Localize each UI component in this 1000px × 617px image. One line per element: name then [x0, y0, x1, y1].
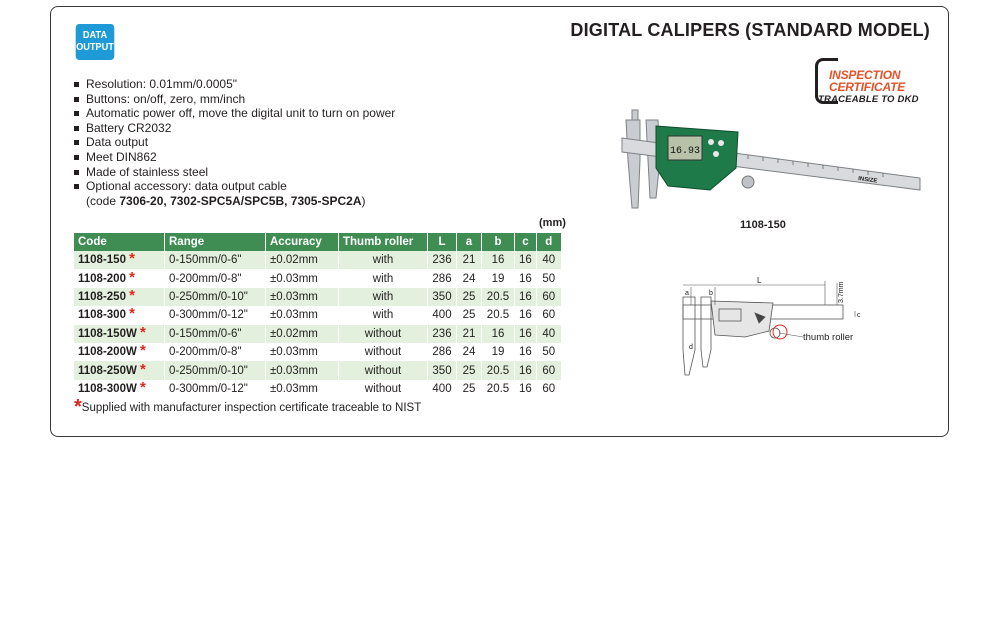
footnote	[74, 396, 422, 418]
table-cell: 0-300mm/0-12"	[165, 306, 266, 324]
certificate-star: *	[129, 268, 136, 286]
col-l: L	[428, 233, 457, 251]
table-cell: 50	[536, 343, 561, 361]
brand-logo: INSIZE	[857, 176, 878, 185]
label-d: d	[689, 344, 693, 351]
table-cell: 40	[536, 251, 561, 269]
col-code: Code	[74, 233, 165, 251]
table-cell: 350	[428, 361, 457, 379]
table-cell: ±0.03mm	[266, 380, 339, 398]
footnote-star: *	[74, 396, 82, 418]
table-cell: 0-250mm/0-10"	[165, 361, 266, 379]
lcd-value: 16.93	[669, 146, 701, 157]
page-title: DIGITAL CALIPERS (STANDARD MODEL)	[570, 20, 930, 40]
feature-item: Resolution: 0.01mm/0.0005"	[72, 77, 395, 92]
table-cell: 20.5	[482, 380, 515, 398]
product-code: 1108-200	[78, 272, 126, 285]
table-cell	[74, 251, 165, 269]
product-code: 1108-300W	[78, 382, 137, 395]
table-cell	[74, 288, 165, 306]
thumb-roller-leader	[779, 333, 803, 337]
certificate-star: *	[129, 250, 136, 268]
table-cell: 236	[428, 251, 457, 269]
product-code: 1108-150	[78, 254, 126, 267]
table-cell: 24	[457, 343, 482, 361]
table-cell: 16	[515, 251, 537, 269]
table-cell: ±0.02mm	[266, 251, 339, 269]
product-code: 1108-200W	[78, 346, 137, 359]
table-cell: 25	[457, 288, 482, 306]
table-cell: with	[339, 269, 428, 287]
table-cell: 19	[482, 343, 515, 361]
table-cell: 60	[536, 306, 561, 324]
feature-note: (code 7306-20, 7302-SPC5A/SPC5B, 7305-SPC2A)	[86, 193, 366, 208]
col-range: Range	[165, 233, 266, 251]
table-cell: 25	[457, 380, 482, 398]
table-cell: ±0.03mm	[266, 343, 339, 361]
product-code: 1108-300	[78, 309, 126, 322]
bullet-icon	[74, 97, 79, 102]
label-dim: 3.7mm	[838, 281, 845, 303]
table-header-row	[74, 233, 561, 251]
col-a: a	[457, 233, 482, 251]
dimension-diagram	[665, 275, 875, 385]
table-cell: 286	[428, 269, 457, 287]
table-cell: 20.5	[482, 288, 515, 306]
certificate-star: *	[140, 342, 146, 360]
zero-button-icon	[718, 140, 724, 146]
table-cell: 16	[515, 306, 537, 324]
table-cell: 0-150mm/0-6"	[165, 251, 266, 269]
table-cell: ±0.03mm	[266, 306, 339, 324]
table-cell	[74, 306, 165, 324]
feature-item: Meet DIN862	[72, 150, 395, 165]
table-row	[74, 306, 561, 324]
spec-table	[74, 233, 562, 398]
spec-table-body	[74, 251, 561, 398]
table-cell	[74, 361, 165, 379]
table-row	[74, 269, 561, 287]
accessory-codes: 7306-20, 7302-SPC5A/SPC5B, 7305-SPC2A	[119, 193, 362, 208]
table-cell: 25	[457, 361, 482, 379]
table-cell: with	[339, 306, 428, 324]
table-cell	[74, 325, 165, 343]
thumb-roller-icon	[742, 176, 754, 188]
power-button-icon	[708, 139, 714, 145]
table-cell: 60	[536, 380, 561, 398]
table-cell	[74, 269, 165, 287]
product-code: 1108-250	[78, 290, 126, 303]
table-cell: 50	[536, 269, 561, 287]
table-cell: 16	[515, 269, 537, 287]
table-cell: 0-200mm/0-8"	[165, 343, 266, 361]
badge-line-1: DATA	[82, 30, 108, 41]
table-cell: 16	[515, 361, 537, 379]
table-cell: 16	[515, 325, 537, 343]
table-cell: 19	[482, 269, 515, 287]
product-code: 1108-250W	[78, 364, 137, 377]
table-row	[74, 288, 561, 306]
label-a: a	[685, 290, 689, 297]
data-output-badge	[76, 24, 115, 60]
feature-item: Buttons: on/off, zero, mm/inch	[72, 92, 395, 107]
feature-item: Automatic power off, move the digital unit to turn on power	[72, 106, 395, 121]
col-c: c	[515, 233, 537, 251]
table-cell: without	[339, 343, 428, 361]
certificate-star: *	[129, 286, 136, 304]
table-cell: 16	[515, 380, 537, 398]
table-cell: 16	[482, 325, 515, 343]
table-cell: 350	[428, 288, 457, 306]
label-c: c	[857, 312, 861, 319]
bullet-icon	[74, 140, 79, 145]
feature-list	[72, 77, 395, 208]
table-cell: 21	[457, 325, 482, 343]
table-cell: 21	[457, 251, 482, 269]
cert-line-1: INSPECTION	[829, 68, 901, 82]
cert-line-3: TRACEABLE TO DKD	[818, 94, 919, 105]
table-cell: ±0.03mm	[266, 361, 339, 379]
bullet-icon	[74, 184, 79, 189]
bullet-icon	[74, 82, 79, 87]
certificate-star: *	[129, 305, 136, 323]
table-cell: with	[339, 288, 428, 306]
feature-item: Battery CR2032	[72, 121, 395, 136]
table-row	[74, 251, 561, 269]
badge-line-2: OUTPUT	[76, 42, 114, 53]
table-cell: 16	[515, 288, 537, 306]
table-cell: 0-200mm/0-8"	[165, 269, 266, 287]
bullet-icon	[74, 155, 79, 160]
caliper-jaws	[626, 110, 660, 208]
table-cell: 400	[428, 306, 457, 324]
table-cell: without	[339, 325, 428, 343]
table-cell	[74, 343, 165, 361]
table-cell: 24	[457, 269, 482, 287]
table-cell: 0-250mm/0-10"	[165, 288, 266, 306]
table-cell: without	[339, 361, 428, 379]
col-b: b	[482, 233, 515, 251]
col-accuracy: Accuracy	[266, 233, 339, 251]
table-row	[74, 343, 561, 361]
bullet-icon	[74, 111, 79, 116]
table-cell: 20.5	[482, 361, 515, 379]
certificate-star: *	[140, 323, 146, 341]
table-cell: 25	[457, 306, 482, 324]
caliper-photo	[598, 98, 938, 218]
table-cell: 16	[515, 343, 537, 361]
feature-item: Data output	[72, 135, 395, 150]
table-cell: without	[339, 380, 428, 398]
table-cell: 400	[428, 380, 457, 398]
unit-button-icon	[713, 151, 719, 157]
bullet-icon	[74, 170, 79, 175]
table-row	[74, 325, 561, 343]
label-b: b	[709, 290, 713, 297]
table-row	[74, 380, 561, 398]
table-cell: 60	[536, 288, 561, 306]
product-code: 1108-150W	[78, 327, 137, 340]
feature-item: Made of stainless steel	[72, 165, 395, 180]
certificate-star: *	[140, 378, 146, 396]
bullet-icon	[74, 126, 79, 131]
table-cell: with	[339, 251, 428, 269]
table-cell: ±0.03mm	[266, 288, 339, 306]
table-cell: 60	[536, 361, 561, 379]
label-L: L	[757, 276, 762, 285]
table-cell: ±0.03mm	[266, 269, 339, 287]
table-cell: 20.5	[482, 306, 515, 324]
table-cell: 236	[428, 325, 457, 343]
table-cell	[74, 380, 165, 398]
table-cell: 0-300mm/0-12"	[165, 380, 266, 398]
table-cell: 286	[428, 343, 457, 361]
footnote-text: Supplied with manufacturer inspection certificate traceable to NIST	[81, 402, 422, 414]
feature-item: Optional accessory: data output cable	[72, 179, 395, 194]
table-row	[74, 361, 561, 379]
table-cell: 0-150mm/0-6"	[165, 325, 266, 343]
thumb-roller-label: thumb roller	[803, 332, 854, 343]
certificate-star: *	[140, 360, 146, 378]
table-cell: ±0.02mm	[266, 325, 339, 343]
cert-line-2: CERTIFICATE	[829, 80, 906, 94]
unit-label: (mm)	[539, 217, 566, 229]
photo-caption: 1108-150	[740, 219, 786, 231]
table-cell: 40	[536, 325, 561, 343]
col-thumb-roller: Thumb roller	[339, 233, 428, 251]
col-d: d	[536, 233, 561, 251]
table-cell: 16	[482, 251, 515, 269]
